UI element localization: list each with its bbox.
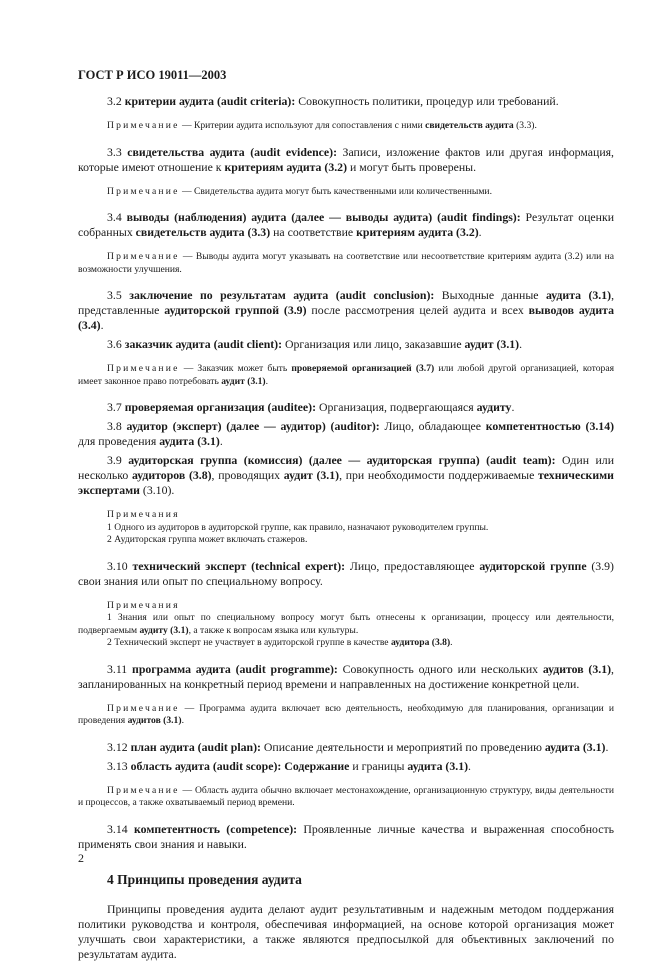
term-3-14: [78, 822, 614, 852]
term-name: аудиторская группа (комиссия) (далее — аудиторская группа) (audit team):: [128, 453, 556, 467]
note-label: Примечание: [107, 784, 180, 796]
note-label: Примечание: [107, 363, 180, 374]
note-item: 2 Аудиторская группа может включать стажеров.: [107, 534, 308, 545]
term-3-8: 3.8 аудитор (эксперт) (далее — аудитор) (auditor): Лицо, обладающее компетентностью (3.14) для проведения аудита (3.1).: [78, 419, 615, 448]
term-name: заказчик аудита (audit client):: [124, 337, 283, 351]
page-number: 2: [78, 851, 84, 865]
term-definition: Совокупность политики, процедур или требований.: [295, 94, 559, 108]
term-number: 3.7: [107, 400, 122, 414]
note-3-13: Примечание — Область аудита обычно включает местонахождение, организационную структуру, виды деятельности и процессов, а также охватываемый период времени.: [78, 784, 614, 808]
term-name: заключение по результатам аудита (audit conclusion):: [129, 288, 435, 302]
term-3-6: 3.6 заказчик аудита (audit client): Организация или лицо, заказавшие аудит (3.1).: [107, 337, 523, 351]
notes-label: Примечания: [107, 509, 180, 520]
note-item: 2 Технический эксперт не участвует в аудиторской группе в качестве аудитора (3.8).: [107, 637, 453, 648]
section-4-paragraph: Принципы проведения аудита делают аудит результативным и надежным методом поддержания политики руководства и контроля, обеспечивая информацией, на основе которой организация может улучшать свои характеристики, а также являются предпосылкой для объективных заключений по результатам аудита.: [78, 901, 614, 961]
term-3-10: 3.10 технический эксперт (technical expert): Лицо, предоставляющее аудиторской группе (3.9) свои знания или опыт по специальному вопросу.: [78, 558, 614, 588]
term-name: технический эксперт (technical expert):: [132, 558, 346, 573]
document-body: [78, 94, 614, 962]
term-3-5: 3.5 заключение по результатам аудита (audit conclusion): Выходные данные аудита (3.1), представленные аудиторской группой (3.9) после рассмотрения целей аудита и всех выводов аудита (3.4).: [78, 288, 615, 332]
notes-label: Примечания: [107, 599, 180, 611]
term-name: план аудита (audit plan):: [130, 739, 261, 754]
note-3-11: Примечание — Программа аудита включает всю деятельность, необходимую для планирования, организации и проведения аудитов (3.1).: [78, 702, 614, 726]
term-3-4: 3.4 выводы (наблюдения) аудита (далее — выводы аудита) (audit findings): Результат оценки собранных свидетельств аудита (3.3) на соответствие критериям аудита (3.2).: [78, 210, 615, 239]
term-name: критерии аудита (audit criteria):: [124, 94, 296, 108]
term-3-13: 3.13 область аудита (audit scope): Содержание и границы аудита (3.1).: [107, 758, 471, 773]
term-3-12: 3.12 план аудита (audit plan): Описание деятельности и мероприятий по проведению аудита (3.1).: [107, 739, 609, 754]
term-3-3: 3.3 свидетельства аудита (audit evidence): Записи, изложение фактов или другая информация, которые имеют отношение к критериям аудита (3.2) и могут быть проверены.: [78, 144, 615, 174]
notes-3-9: [78, 509, 614, 547]
term-name: аудитор (эксперт) (далее — аудитор) (auditor):: [126, 419, 380, 433]
note-item: 1 Знания или опыт по специальному вопросу могут быть отнесены к организации, процессу или деятельности, подвергаемым аудиту (3.1), а также к вопросам языка или культуры.: [78, 612, 614, 636]
document-header: ГОСТ Р ИСО 19011—2003: [78, 68, 227, 82]
note-3-2: Примечание — Критерии аудита используют для сопоставления с ними свидетельств аудита (3.3).: [107, 120, 537, 131]
term-3-2: [78, 94, 614, 109]
term-number: 3.6: [107, 337, 122, 351]
term-number: 3.14: [107, 821, 128, 836]
term-number: 3.12: [107, 739, 128, 754]
term-3-7: 3.7 проверяемая организация (auditee): Организация, подвергающаяся аудиту.: [107, 400, 515, 414]
term-name: выводы (наблюдения) аудита (далее — выводы аудита) (audit findings):: [126, 210, 521, 224]
note-3-4: Примечание — Выводы аудита могут указывать на соответствие или несоответствие критериям аудита (3.2) или на возможности улучшения.: [78, 251, 614, 275]
term-name: свидетельства аудита (audit evidence):: [127, 144, 338, 159]
term-definition: Проявленные личные качества и выраженная способность применять свои знания и навыки.: [78, 821, 614, 851]
notes-3-10: [78, 600, 614, 650]
section-4-title: 4 Принципы проведения аудита: [107, 871, 302, 887]
term-number: 3.5: [107, 288, 122, 302]
term-number: 3.3: [107, 144, 122, 159]
term-number: 3.8: [107, 419, 122, 433]
term-number: 3.4: [107, 210, 122, 224]
term-name: проверяемая организация (auditee):: [124, 400, 316, 414]
term-number: 3.10: [107, 558, 128, 573]
term-3-11: 3.11 программа аудита (audit programme): Совокупность одного или нескольких аудитов (3.1), запланированных на конкретный период времени и направленных на достижение конкретной цели.: [78, 661, 614, 691]
term-number: 3.2: [107, 94, 122, 108]
note-label: Примечание: [107, 251, 180, 262]
term-number: 3.11: [107, 661, 128, 676]
note-label: Примечание: [107, 120, 180, 131]
note-label: Примечание: [107, 185, 180, 197]
note-label: Примечание: [107, 702, 180, 714]
note-3-3: Примечание — Свидетельства аудита могут быть качественными или количественными.: [107, 185, 492, 197]
term-name: область аудита (audit scope):: [130, 758, 282, 773]
term-number: 3.9: [107, 453, 122, 467]
note-3-6: Примечание — Заказчик может быть проверяемой организацией (3.7) или любой другой организацией, которая имеет законное право потребовать аудит (3.1).: [78, 363, 614, 387]
term-name: компетентность (competence):: [134, 821, 298, 836]
term-name: программа аудита (audit programme):: [132, 661, 338, 676]
term-3-9: 3.9 аудиторская группа (комиссия) (далее — аудиторская группа) (audit team): Один или несколько аудиторов (3.8), проводящих аудит (3.1), при необходимости поддерживаемые техническими экспертами (3.10).: [78, 453, 615, 497]
term-number: 3.13: [107, 758, 128, 773]
note-item: 1 Одного из аудиторов в аудиторской группе, как правило, назначают руководителем группы.: [107, 521, 489, 533]
